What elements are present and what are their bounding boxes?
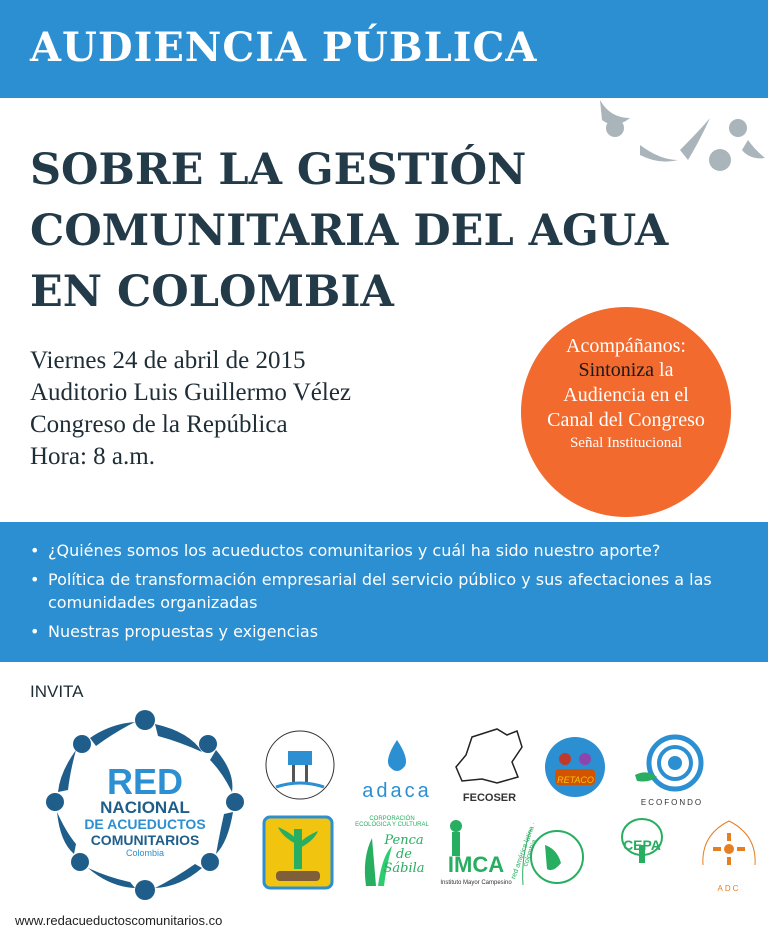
- penca-logo: [352, 816, 432, 896]
- callout-line: Señal Institucional: [569, 435, 683, 451]
- fecoser-name: FECOSER: [462, 792, 517, 804]
- event-details: [30, 345, 351, 473]
- red-logo-line: DE ACUEDUCTOS: [84, 816, 206, 832]
- topics-band: [0, 522, 768, 662]
- red-america-latina-logo: [510, 815, 595, 893]
- event-date: Viernes 24 de abril de 2015: [30, 347, 306, 374]
- event-place: Congreso de la República: [30, 411, 288, 438]
- retaco-emblem-icon: [543, 735, 608, 800]
- main-title-line: SOBRE LA GESTIÓN: [30, 145, 527, 195]
- topic-item: • ¿Quiénes somos los acueductos comunitarios y cuál ha sido nuestro aporte?: [28, 539, 758, 562]
- map-outline-icon: [452, 727, 527, 787]
- callout-line: Audiencia en el: [563, 384, 689, 406]
- main-title: [30, 140, 750, 323]
- red-logo-line: COMUNITARIOS: [90, 832, 200, 848]
- cepa-logo: [602, 815, 682, 895]
- imca-subtitle: Instituto Mayor Campesino: [440, 880, 512, 886]
- cepa-name: CEPA: [623, 837, 661, 853]
- adaca-name: adaca: [362, 780, 432, 802]
- broadcast-callout: [521, 307, 731, 517]
- fecoser-logo: [452, 727, 527, 807]
- region-caribe-logo: [262, 725, 338, 805]
- red-nacional-text: [60, 761, 230, 858]
- callout-line: Acompáñanos:: [566, 335, 686, 357]
- main-title-line: EN COLOMBIA: [30, 267, 394, 317]
- adc-logo: [693, 815, 765, 895]
- water-drop-icon: [357, 738, 437, 776]
- event-venue: Auditorio Luis Guillermo Vélez: [30, 379, 352, 406]
- red-logo-line: NACIONAL: [100, 798, 190, 817]
- event-time: Hora: 8 a.m.: [30, 443, 155, 470]
- penca-corporation: CORPORACIÓN ECOLÓGICA Y CULTURAL: [355, 816, 429, 828]
- imca-logo: [440, 818, 512, 896]
- adaca-logo: [357, 738, 437, 803]
- imca-name: IMCA: [447, 852, 505, 877]
- main-title-line: COMUNITARIA DEL AGUA: [30, 206, 669, 256]
- adc-name: ADC: [717, 884, 741, 893]
- topic-item: • Nuestras propuestas y exigencias: [28, 620, 758, 643]
- sun-emblem-icon: [693, 815, 765, 879]
- red-logo-line: Colombia: [125, 848, 165, 858]
- red-america-name: red américa latina · colombia: [510, 821, 539, 881]
- region-caribe-emblem-icon: [262, 725, 338, 805]
- callout-line: Canal del Congreso: [547, 409, 705, 431]
- website-link[interactable]: www.redacueductoscomunitarios.co: [15, 913, 223, 928]
- ecofondo-logo: [627, 733, 717, 808]
- corn-emblem-icon: [262, 815, 334, 890]
- retaco-logo: [543, 735, 608, 800]
- topics-list: [28, 539, 758, 649]
- ecofondo-name: ECOFONDO: [640, 798, 704, 807]
- callout-highlight: Sintoniza: [578, 359, 655, 381]
- retaco-name: RETACO: [557, 775, 594, 785]
- desarrollo-logo: [262, 815, 334, 890]
- penca-name: Penca de Sábila: [383, 833, 425, 876]
- callout-line-rest: la: [654, 359, 674, 381]
- spiral-icon: [627, 733, 717, 793]
- topic-item: • Política de transformación empresarial del servicio público y sus afectaciones a las comunidades organizadas: [28, 568, 758, 614]
- header-title: AUDIENCIA PÚBLICA: [30, 24, 538, 71]
- invita-label: INVITA: [30, 682, 84, 701]
- callout-line: [521, 359, 731, 382]
- red-logo-line: RED: [106, 761, 183, 802]
